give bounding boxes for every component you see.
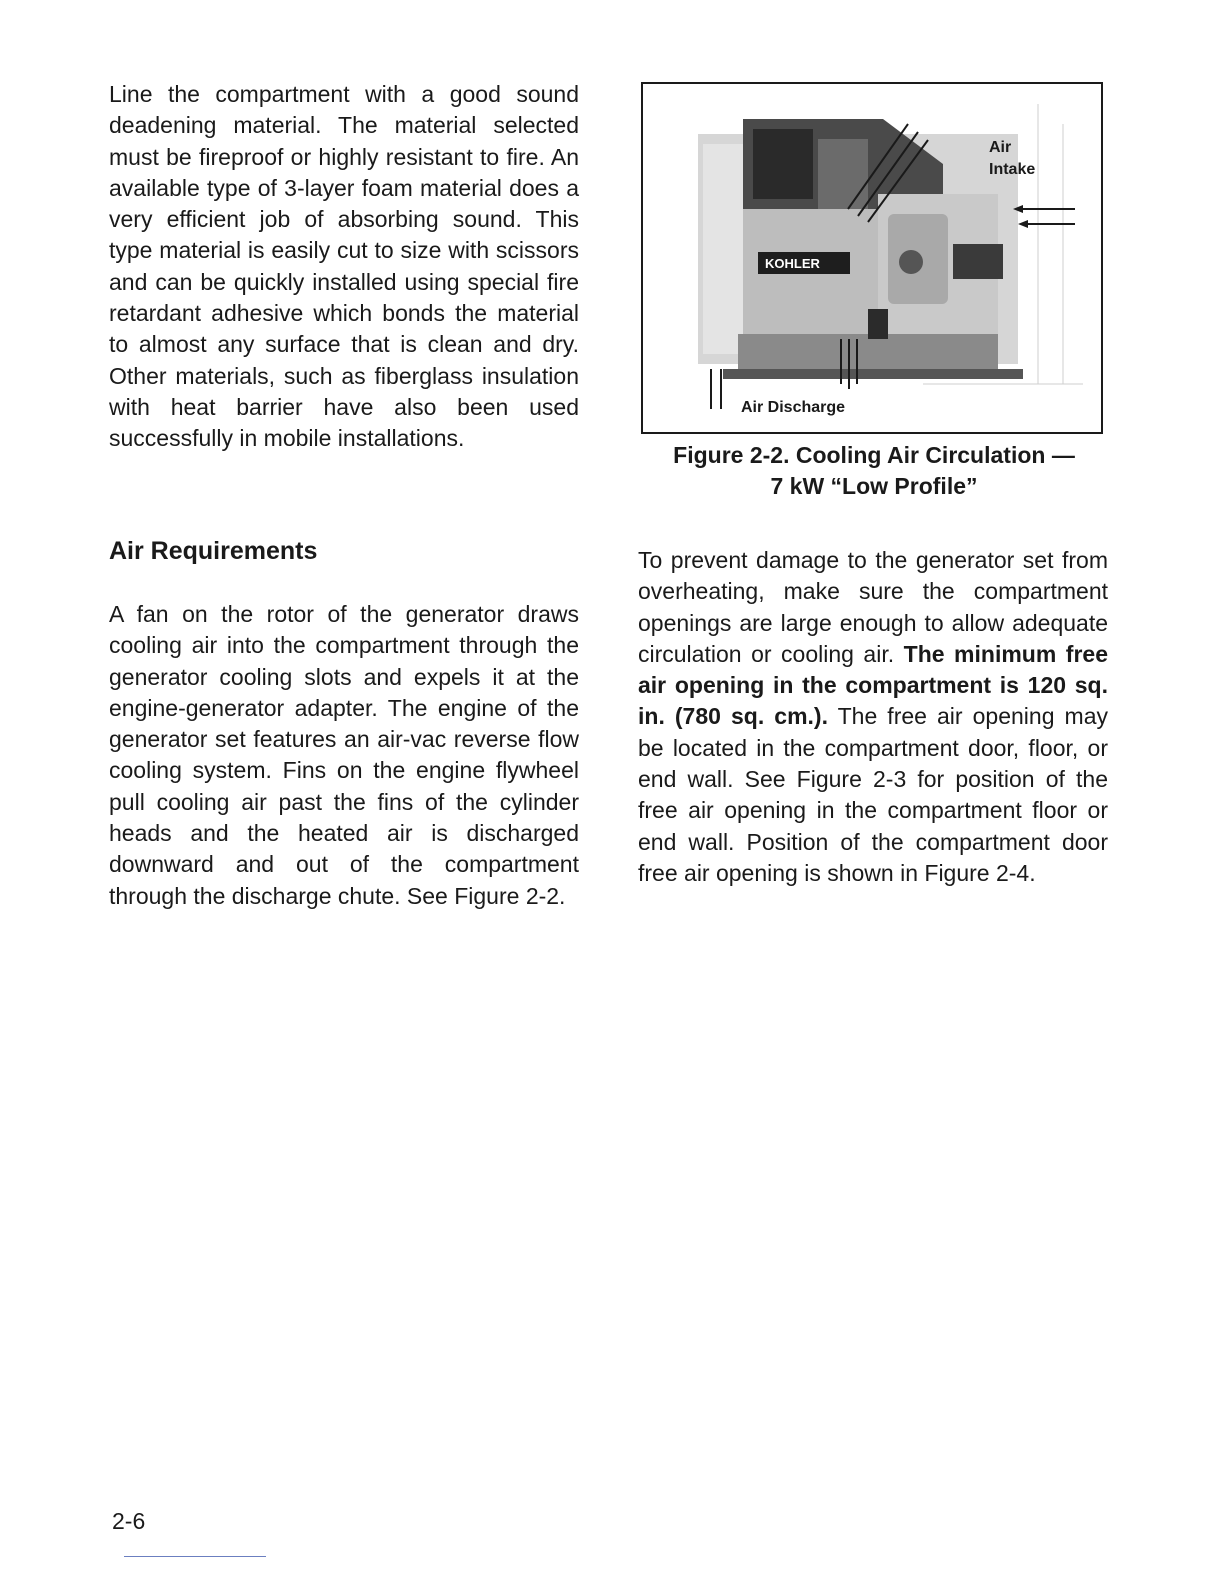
brand-plate-text: KOHLER xyxy=(765,256,820,271)
intro-column xyxy=(109,79,579,455)
free-air-opening-paragraph xyxy=(638,545,1108,889)
page-number: 2-6 xyxy=(112,1508,146,1534)
figure-caption-line1: Figure 2-2. Cooling Air Circulation — xyxy=(673,442,1075,468)
paragraph-start: To prevent damage to the generator set from overheating, make sure the compartment openings are large enough to allow adequate circulation or cooling air. xyxy=(638,547,1108,667)
figure-caption-line2: 7 kW “Low Profile” xyxy=(770,473,978,499)
sound-deadening-paragraph: Line the compartment with a good sound deadening material. The material selected must be fireproof or highly resistant to fire. An available type of 3-layer foam material does a very efficient job of absorbing sound. This type material is easily cut to size with scissors and can be quickly installed using special fire retardant adhesive which bonds the material to almost any surface that is clean and dry. Other materials, such as fiberglass insulation with heat barrier have also been used successfully in mobile installations. xyxy=(109,81,579,452)
air-intake-label-line2: Intake xyxy=(989,161,1036,178)
opening-column xyxy=(638,545,1108,889)
air-requirements-paragraph: A fan on the rotor of the generator draws cooling air into the compartment through the generator cooling slots and expels it at the engine-generator adapter. The engine of the generator set features an air-vac reverse flow cooling system. Fins on the engine flywheel pull cooling air past the fins of the cylinder heads and the heated air is discharged downward and out of the compartment through the discharge chute. See Figure 2-2. xyxy=(109,601,579,909)
section-heading: Air Requirements xyxy=(109,537,318,565)
footer-rule xyxy=(124,1556,266,1557)
air-discharge-label: Air Discharge xyxy=(741,399,846,416)
paragraph-end: The free air opening may be located in the compartment door, floor, or end wall. See Figure 2-3 for position of the free air opening in the compartment floor or end wall. Position of the compartment door free air opening is shown in Figure 2-4. xyxy=(638,703,1108,886)
generator-body xyxy=(698,119,1023,379)
minimum-opening-requirement: The minimum free air opening in the compartment is 120 sq. in. (780 sq. cm.). xyxy=(638,640,1108,730)
air-requirements-column xyxy=(109,599,579,912)
air-intake-label-line1: Air xyxy=(989,139,1012,156)
generator-illustration xyxy=(643,84,1101,432)
figure-caption xyxy=(641,440,1107,502)
figure-2-2 xyxy=(641,82,1103,434)
